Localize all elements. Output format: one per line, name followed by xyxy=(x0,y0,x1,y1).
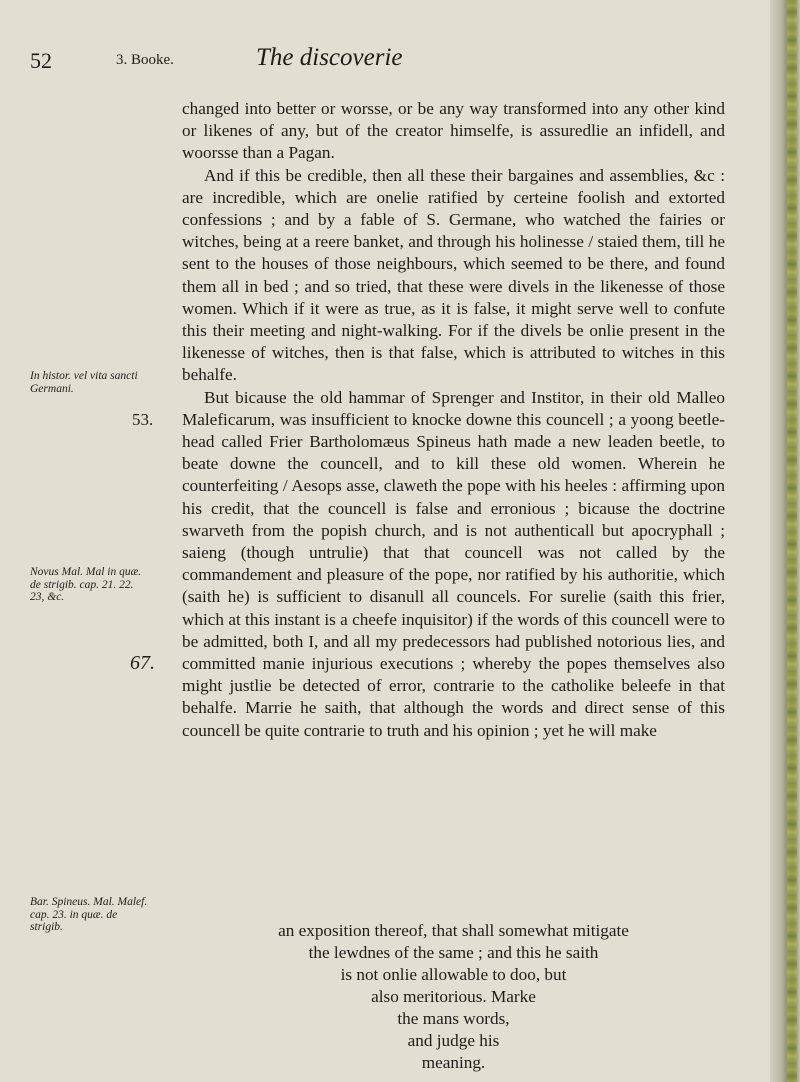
margin-number-67: 67. xyxy=(130,652,155,674)
closing-line: also meritorious. Marke xyxy=(371,987,536,1006)
paragraph-1: changed into better or worsse, or be any way transformed into any other kind or likenes of any, but of the creator himselfe, is assuredlie an infidell, and woorsse than a Pagan. xyxy=(182,99,725,163)
margin-note-novus-mal: Novus Mal. Mal in quæ. de strigib. cap. 21. 22. 23, &c. xyxy=(30,566,142,603)
running-title: The discoverie xyxy=(256,44,403,71)
margin-number-53: 53. xyxy=(132,410,154,429)
page-number: 52 xyxy=(30,48,52,73)
book-label: 3. Booke. xyxy=(116,52,174,68)
book-edge-strip xyxy=(787,0,797,1082)
margin-note-spineus: Bar. Spineus. Mal. Malef. cap. 23. in quæ. de strigib. xyxy=(30,896,148,933)
closing-line: is not onlie allowable to doo, but xyxy=(340,965,567,984)
margin-note-germani: In histor. vel vita sancti Germani. xyxy=(30,370,138,395)
closing-line: and judge his xyxy=(407,1031,500,1050)
paragraph-2: And if this be credible, then all these their bargaines and assemblies, &c : are incredible, which are onelie ratified by certeine foolish and extorted confessions ; and by a fable of S. Germane, who watched the fairies or witches, being at a reere banket, and through his holinesse / staied them, till he sent to the houses of those neighbours, which seemed to be there, and found them all in bed ; and so tried, that these were divels in the likenesse of those women. Which if it were as true, as it is false, it might serve well to confute this their meeting and night-walking. For if the divels be onlie present in the likenesse of witches, then is that false, which is attributed to witches in this behalfe. xyxy=(182,165,725,385)
closing-line: the mans words, xyxy=(397,1009,510,1028)
closing-line: the lewdnes of the same ; and this he saith xyxy=(308,943,599,962)
body-text xyxy=(182,98,725,742)
closing-line: an exposition thereof, that shall somewhat mitigate xyxy=(278,921,629,940)
paragraph-3: But bicause the old hammar of Sprenger and Institor, in their old Malleo Maleficarum, was insufficient to knocke downe this councell ; a yoong beetle-head called Frier Bartholomæus Spineus hath made a new leaden beetle, to beate downe the councell, and to kill these old women. Wherein he counterfeiting / Aesops asse, claweth the pope with his heeles : affirming upon his credit, that the councell is false and erronious ; bicause the doctrine swarveth from the popish church, and is not authenticall but apocryphall ; saieng (though untrulie) that that councell was not called by the commandement and pleasure of the pope, nor ratified by his authoritie, which (saith he) is sufficient to disanull all councels. For surelie (saith this frier, which at this instant is a cheefe inquisitor) if the words of this councell were to be admitted, both I, and all my predecessors had published notorious lies, and committed manie injurious executions ; whereby the popes themselves also might justlie be detected of error, contrarie to the catholike beleefe in that behalfe. Marrie he saith, that although the words and direct sense of this councell be quite contrarie to truth and his opinion ; yet he will make xyxy=(182,387,725,740)
closing-line: meaning. xyxy=(421,1053,486,1072)
